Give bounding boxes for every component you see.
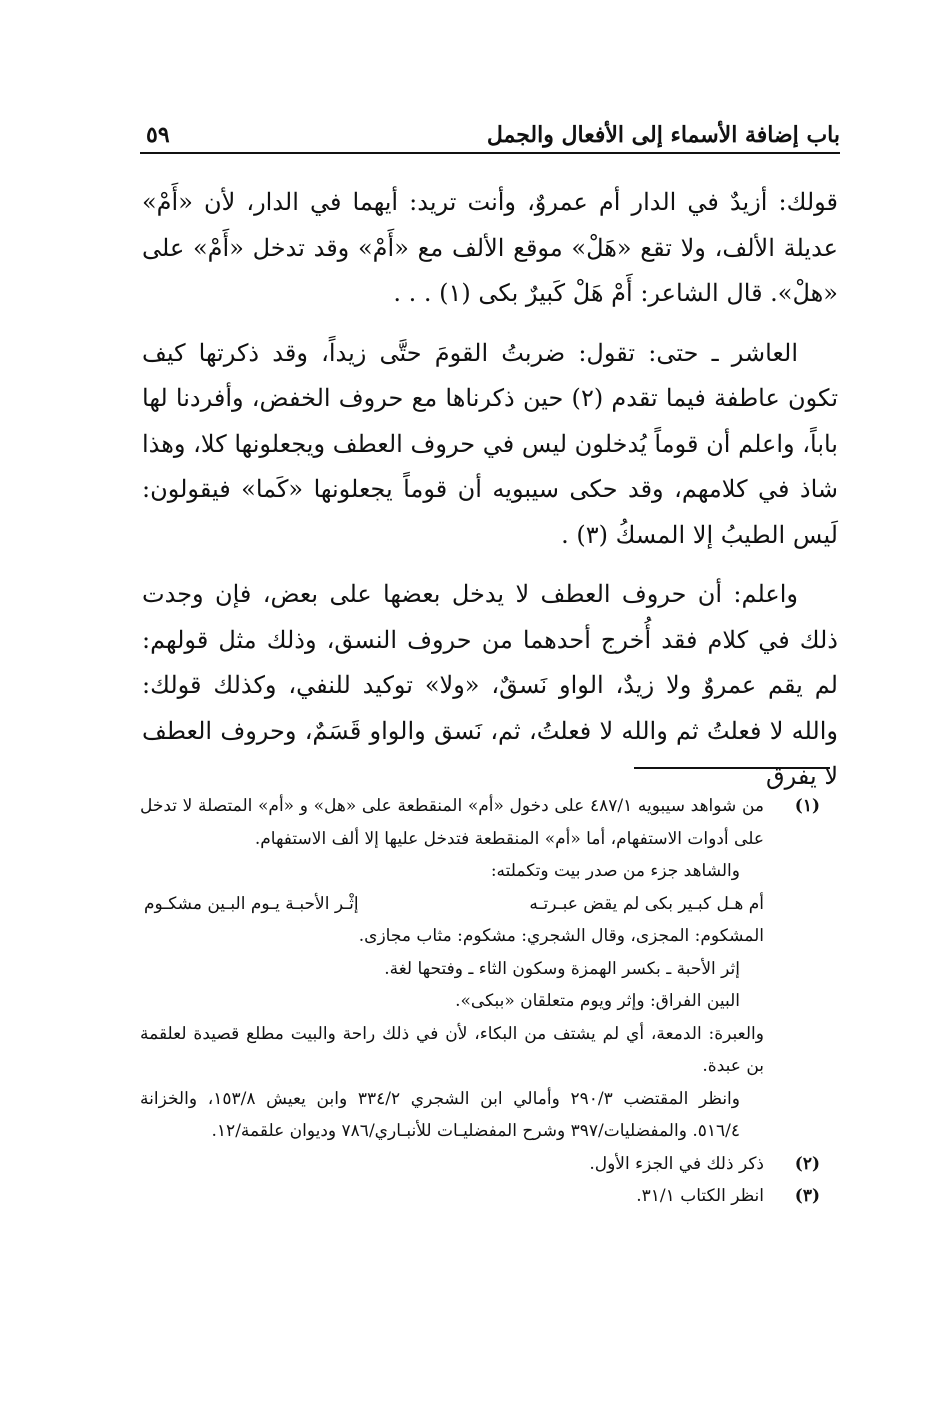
paragraph-1: قولك: أزيدٌ في الدار أم عمروٌ، وأنت تريد: أيهما في الدار، لأن «أَمْ» عديلة الألف، ولا تقع «هَلْ» موقع الألف مع «أَمْ» وقد تدخل «أَمْ» على «هلْ». قال الشاعر: أَمْ هَلْ كَبيرٌ بكى (١) . . .: [142, 188, 838, 307]
header-rule: [140, 152, 840, 154]
footnote-1-line-4: إثر الأحبة ـ بكسر الهمزة وسكون الثاء ـ وفتحها لغة.: [384, 958, 740, 979]
footnote-1-line-7: وانظر المقتضب ٢٩٠/٣ وأمالي ابن الشجري ٣٣٤/٢ وابن يعيش ١٥٣/٨، والخزانة ٥١٦/٤. والمفضليات/٣٩٧ وشرح المفضليـات للأنبـاري/٧٨٦ وديوان علقمة/١٢.: [140, 1088, 740, 1141]
footnote-1-line-1: من شواهد سيبويه ٤٨٧/١ على دخول «أم» المنقطعة على «هل» و «أم» المتصلة لا تدخل على أدوات الاستفهام، أما «أم» المنقطعة فتدخل عليها إلا ألف الاستفهام.: [140, 796, 764, 849]
footnote-separator: [634, 767, 830, 769]
poem-verse: [144, 888, 764, 921]
footnote-1-line-5: البين الفراق: وإثر ويوم متعلقان «ببكى».: [455, 991, 740, 1011]
paragraph-3: واعلم: أن حروف العطف لا يدخل بعضها على بعض، فإن وجدت ذلك في كلام فقد أُخرج أحدهما من حروف النسق، وذلك مثل قولهم: لم يقم عمروٌ ولا زيدٌ، الواو نَسقٌ، «ولا» توكيد للنفي، وكذلك قولك: والله لا فعلتُ ثم والله لا فعلتُ، ثم، نَسق والواو قَسَمٌ، وحروف العطف لا يفرق: [142, 580, 838, 790]
footnote-1-line-3: المشكوم: المجزى، وقال الشجري: مشكوم: مثاب مجازى.: [358, 926, 764, 946]
footnote-1-line-2: والشاهد جزء من صدر بيت وتكملته:: [490, 861, 740, 881]
poem-second-hemistich: إثْـر الأحبـة يـوم البـين مشكـوم: [144, 893, 359, 914]
footnote-2-number: (٢): [794, 1153, 820, 1174]
footnote-1: [140, 790, 820, 1148]
footnote-2: [140, 1148, 820, 1181]
footnote-1-number: (١): [794, 796, 820, 816]
paragraph-2: العاشر ـ حتى: تقول: ضربتُ القومَ حتَّى زيداً، وقد ذكرتها كيف تكون عاطفة فيما تقدم (٢) حين ذكرناها مع حروف الخفض، وأفردنا لها باباً، واعلم أن قوماً يُدخلون ليس في حروف العطف ويجعلونها كلا، وهذا شاذ في كلامهم، وقد حكى سيبويه أن قوماً يجعلونها «كَما» فيقولون: لَيس الطيبُ إلا المسكُ (٣) .: [142, 338, 838, 549]
footnote-3-number: (٣): [794, 1186, 820, 1206]
footnote-1-line-6: والعبرة: الدمعة، أي لم يشتف من البكاء، لأن في ذلك راحة والبيت مطلع قصيدة لعلقمة بن عبدة.: [140, 1023, 764, 1076]
poem-first-hemistich: أم هـل كبـير بكى لم يقض عبـرتـه: [529, 893, 764, 914]
main-text: [142, 180, 838, 814]
footnotes: [140, 790, 820, 1213]
footnote-3: [140, 1180, 820, 1213]
footnote-2-text: ذكر ذلك في الجزء الأول.: [589, 1153, 764, 1174]
page-number: ٥٩: [146, 122, 170, 148]
footnote-3-text: انظر الكتاب ٣١/١.: [636, 1186, 764, 1206]
chapter-title: باب إضافة الأسماء إلى الأفعال والجمل: [486, 122, 840, 148]
